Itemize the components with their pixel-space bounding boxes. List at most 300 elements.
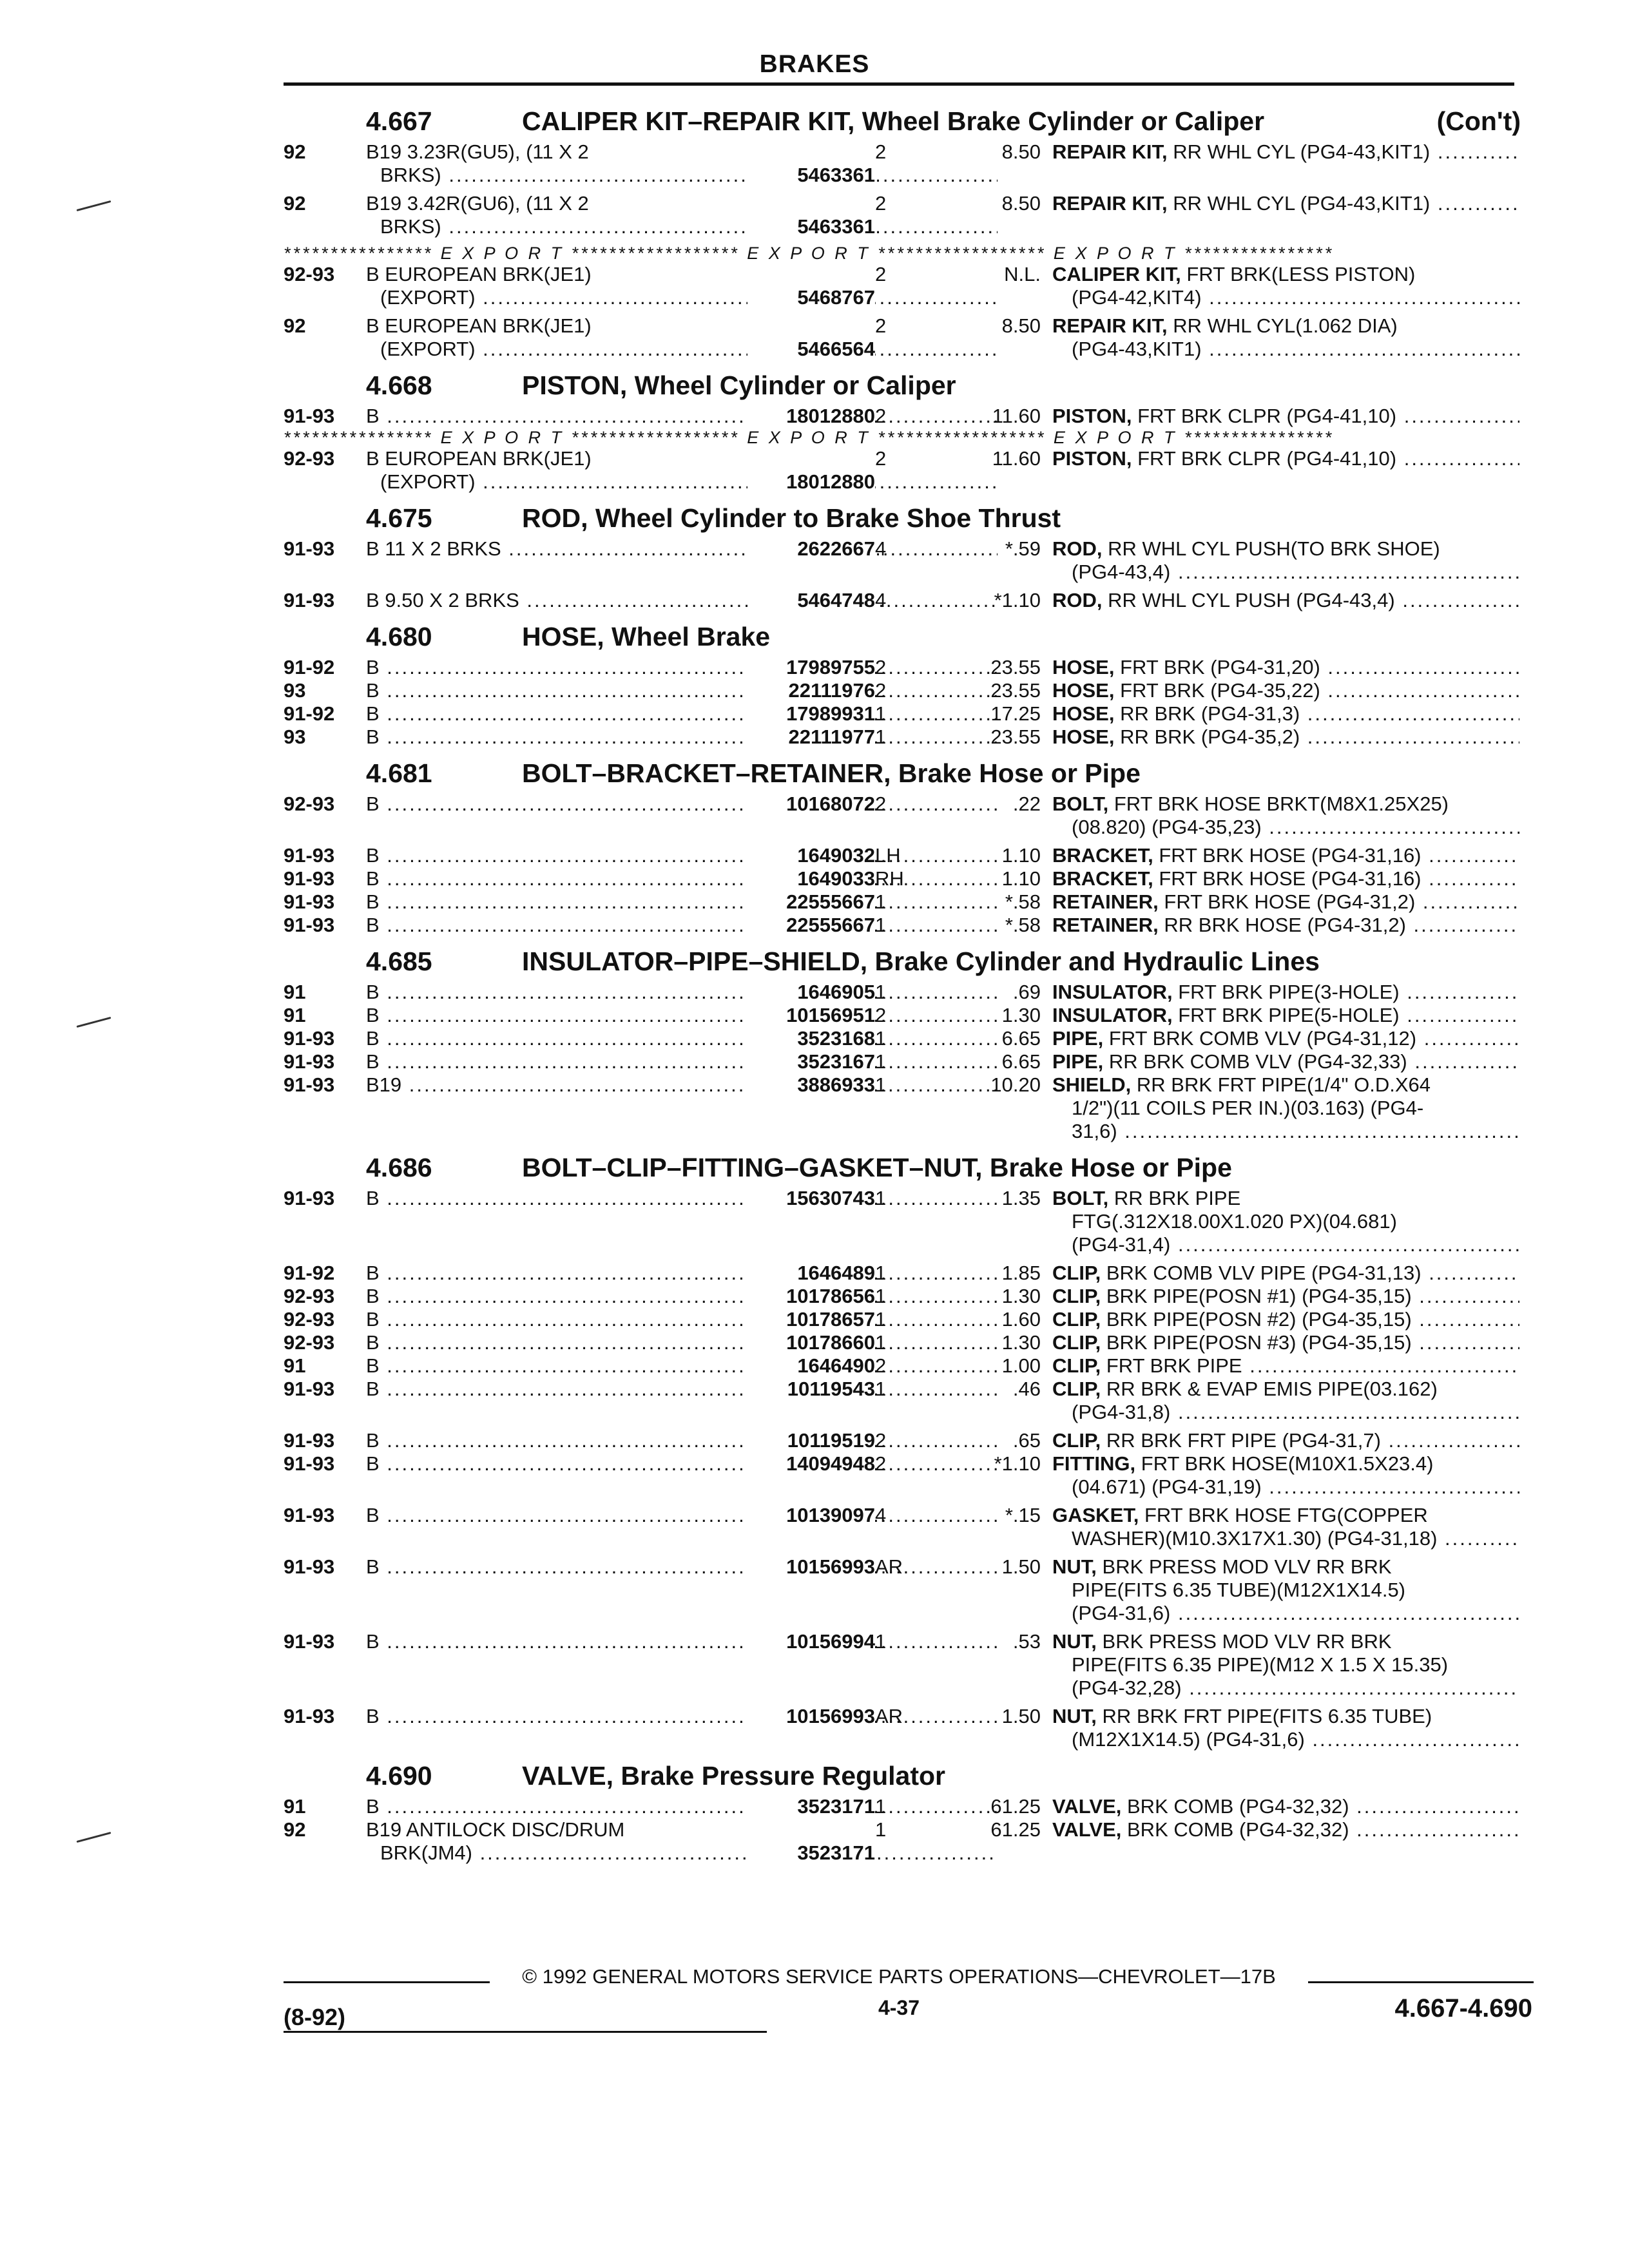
part-row (284, 1630, 1521, 1700)
part-detail: FRT BRK(LESS PISTON) (1186, 263, 1416, 285)
application-line: B ..... (366, 1452, 998, 1475)
model-years: 91 (284, 981, 306, 1003)
part-row (284, 589, 1521, 612)
part-description-line (1052, 1027, 1519, 1050)
quantity: 2 (875, 656, 887, 678)
part-description-line (1052, 1331, 1519, 1354)
part-row (284, 1331, 1521, 1354)
model-years: 91-93 (284, 1630, 335, 1653)
part-description-line (1052, 1378, 1519, 1401)
quantity: 2 (875, 314, 887, 337)
quantity: 1 (875, 1308, 887, 1331)
part-name: PISTON, (1052, 405, 1132, 427)
part-description (1052, 867, 1519, 890)
part-number: 10178657 (747, 1308, 875, 1331)
price: 23.55 (990, 656, 1041, 678)
part-number: 3523171 (747, 1841, 875, 1865)
application-line: B ..... (366, 702, 998, 726)
part-description (1052, 1308, 1519, 1331)
part-description (1052, 314, 1519, 361)
part-number: 2622667 (747, 537, 875, 561)
section-header (284, 1148, 1521, 1187)
page-number: 4-37 (878, 1996, 920, 2019)
quantity: 1 (875, 1262, 887, 1284)
application-line: B ..... (366, 1308, 998, 1331)
part-name: INSULATOR, (1052, 981, 1173, 1003)
part-description-line (1052, 537, 1519, 561)
part-detail: FRT BRK HOSE FTG(COPPER (1144, 1504, 1428, 1526)
price: 17.25 (990, 702, 1041, 725)
part-description-line (1052, 1004, 1519, 1027)
part-name: BOLT, (1052, 1187, 1109, 1209)
part-row (284, 1378, 1521, 1424)
price: 1.00 (1001, 1354, 1041, 1377)
application-line: B19 3.23R(GU5), (11 X 2 (366, 140, 589, 163)
model-years: 91 (284, 1795, 306, 1818)
part-row (284, 1504, 1521, 1550)
part-number: 1649032 (747, 844, 875, 867)
part-name: SHIELD, (1052, 1073, 1132, 1096)
part-number: 3523171 (747, 1795, 875, 1818)
quantity: 2 (875, 405, 887, 427)
quantity: 1 (875, 1285, 887, 1307)
quantity: 2 (875, 793, 887, 815)
part-description (1052, 263, 1519, 309)
part-number: 15630743 (747, 1187, 875, 1210)
part-description-line: (PG4-43,4) ..... (1052, 561, 1519, 584)
quantity: 1 (875, 914, 887, 936)
part-detail: FRT BRK HOSE (PG4-31,2) (1164, 890, 1416, 913)
part-description (1052, 447, 1519, 470)
model-years: 92-93 (284, 1308, 335, 1331)
part-name: NUT, (1052, 1630, 1097, 1653)
quantity: 2 (875, 1004, 887, 1026)
export-divider: **************** E X P O R T ****************** E X P O R T ****************** E X P O R T **************** (284, 244, 1335, 263)
part-name: INSULATOR, (1052, 1004, 1173, 1026)
part-description-line (1052, 140, 1519, 164)
price: 1.30 (1001, 1285, 1041, 1307)
quantity: RH (875, 867, 904, 890)
application-line: B ..... (366, 793, 998, 816)
application-line: B ..... (366, 1262, 998, 1285)
price: *1.10 (994, 589, 1041, 611)
application-line: B ..... (366, 981, 998, 1004)
application-line: B ..... (366, 914, 998, 937)
part-description (1052, 140, 1519, 164)
price: 1.10 (1001, 867, 1041, 890)
part-detail: BRK PIPE(POSN #2) (PG4-35,15) (1106, 1308, 1412, 1331)
quantity: 1 (875, 1331, 887, 1354)
part-description-line: FTG(.312X18.00X1.020 PX)(04.681) (1072, 1210, 1397, 1233)
model-years: 91-93 (284, 890, 335, 913)
model-years: 91-93 (284, 1073, 335, 1096)
quantity: 2 (875, 1429, 887, 1452)
quantity: 1 (875, 1073, 887, 1096)
section-number: 4.680 (366, 622, 432, 651)
part-description (1052, 192, 1519, 215)
part-description-line: (PG4-32,28) ..... (1052, 1677, 1519, 1700)
model-years: 93 (284, 726, 306, 748)
model-years: 92-93 (284, 1285, 335, 1307)
part-number: 10156994 (747, 1630, 875, 1653)
section-title: ROD, Wheel Cylinder to Brake Shoe Thrust (522, 503, 1061, 533)
price: 1.30 (1001, 1004, 1041, 1026)
part-number: 3523168 (747, 1027, 875, 1050)
part-number: 14094948 (747, 1452, 875, 1475)
part-name: REPAIR KIT, (1052, 192, 1168, 215)
section-number: 4.681 (366, 758, 432, 788)
application-line: B ..... (366, 1630, 998, 1653)
part-row (284, 1795, 1521, 1818)
part-description (1052, 1705, 1519, 1751)
footer-rule (284, 1981, 490, 1983)
price: 1.60 (1001, 1308, 1041, 1331)
application-line: B19 3.42R(GU6), (11 X 2 (366, 192, 589, 215)
application-line: B19 ..... (366, 1073, 998, 1097)
part-description (1052, 1331, 1519, 1354)
model-years: 92 (284, 192, 306, 215)
part-number: 10119519 (747, 1429, 875, 1452)
part-name: CALIPER KIT, (1052, 263, 1181, 285)
part-number: 1649033 (747, 867, 875, 890)
part-number: 10119543 (747, 1378, 875, 1401)
part-row (284, 1705, 1521, 1751)
application-line: (EXPORT) ..... (366, 286, 998, 309)
model-years: 91-93 (284, 1452, 335, 1475)
part-detail: RR BRK HOSE (PG4-31,2) (1164, 914, 1406, 936)
part-description (1052, 1630, 1519, 1700)
part-description-line (1052, 1073, 1519, 1097)
part-detail: RR WHL CYL PUSH(TO BRK SHOE) (1108, 537, 1440, 560)
part-detail: BRK COMB VLV PIPE (PG4-31,13) (1106, 1262, 1422, 1284)
part-name: REPAIR KIT, (1052, 140, 1168, 163)
part-number: 22111976 (747, 679, 875, 702)
part-detail: RR BRK (PG4-35,2) (1120, 726, 1300, 748)
part-description-line (1052, 1354, 1519, 1378)
part-description-line (1052, 656, 1519, 679)
part-row (284, 1354, 1521, 1378)
application-line: B EUROPEAN BRK(JE1) (366, 447, 592, 470)
price: 8.50 (1001, 314, 1041, 337)
application-line: (EXPORT) ..... (366, 338, 998, 361)
part-description (1052, 1050, 1519, 1073)
part-number: 10178656 (747, 1285, 875, 1308)
price: .46 (1012, 1378, 1041, 1400)
part-description-line: PIPE(FITS 6.35 TUBE)(M12X1X14.5) (1072, 1579, 1406, 1601)
quantity: 1 (875, 1378, 887, 1400)
section-number: 4.668 (366, 370, 432, 400)
part-description-line (1052, 890, 1519, 914)
model-years: 91-93 (284, 1705, 335, 1727)
scan-mark (77, 200, 111, 211)
application-line: B ..... (366, 844, 998, 867)
part-description (1052, 589, 1519, 612)
section-number: 4.685 (366, 947, 432, 976)
application-line: B ..... (366, 1705, 998, 1728)
part-name: HOSE, (1052, 656, 1115, 678)
revision-date: (8-92) (284, 2004, 346, 2030)
part-detail: FRT BRK CLPR (PG4-41,10) (1137, 405, 1397, 427)
part-description-line (1052, 447, 1519, 470)
application-line: B ..... (366, 1504, 998, 1527)
part-description-line (1052, 192, 1519, 215)
price: *.58 (1005, 890, 1041, 913)
part-detail: BRK PIPE(POSN #3) (PG4-35,15) (1106, 1331, 1412, 1354)
part-name: CLIP, (1052, 1378, 1101, 1400)
part-number: 5466564 (747, 338, 875, 361)
quantity: 1 (875, 890, 887, 913)
price: 8.50 (1001, 192, 1041, 215)
part-row (284, 314, 1521, 361)
part-description-line: (PG4-31,6) ..... (1052, 1602, 1519, 1625)
model-years: 91-93 (284, 844, 335, 867)
part-detail: FRT BRK HOSE(M10X1.5X23.4) (1141, 1452, 1434, 1475)
part-name: PISTON, (1052, 447, 1132, 470)
part-description-line: (PG4-31,8) ..... (1052, 1401, 1519, 1424)
price: .22 (1012, 793, 1041, 815)
part-number: 10156951 (747, 1004, 875, 1027)
section-title: VALVE, Brake Pressure Regulator (522, 1761, 946, 1791)
part-detail: FRT BRK CLPR (PG4-41,10) (1137, 447, 1397, 470)
model-years: 91-93 (284, 405, 335, 427)
quantity: LH (875, 844, 901, 867)
part-description-line: WASHER)(M10.3X17X1.30) (PG4-31,18) ..... (1052, 1527, 1519, 1550)
section-title: PISTON, Wheel Cylinder or Caliper (522, 370, 956, 400)
part-number: 10178660 (747, 1331, 875, 1354)
model-years: 91-92 (284, 1262, 335, 1284)
part-description (1052, 1285, 1519, 1308)
part-row (284, 1429, 1521, 1452)
price: 6.65 (1001, 1027, 1041, 1050)
price: 11.60 (992, 447, 1041, 470)
application-line: (EXPORT) ..... (366, 470, 998, 494)
part-description-line (1052, 1050, 1519, 1073)
quantity: 2 (875, 192, 887, 215)
part-description (1052, 890, 1519, 914)
application-line: B ..... (366, 1429, 998, 1452)
part-description-line (1052, 1429, 1519, 1452)
price: .69 (1012, 981, 1041, 1003)
part-description (1052, 1452, 1519, 1499)
quantity: 4 (875, 589, 887, 611)
part-name: HOSE, (1052, 679, 1115, 702)
part-description-line (1052, 726, 1519, 749)
part-number: 3886933 (747, 1073, 875, 1097)
part-detail: RR BRK PIPE (1113, 1187, 1241, 1209)
part-number: 1646489 (747, 1262, 875, 1285)
part-row (284, 263, 1521, 309)
part-description-line: (M12X1X14.5) (PG4-31,6) ..... (1052, 1728, 1519, 1751)
quantity: 2 (875, 263, 887, 285)
quantity: AR (875, 1555, 903, 1578)
quantity: 1 (875, 1027, 887, 1050)
part-description-line: 31,6) ..... (1052, 1120, 1519, 1143)
price: .65 (1012, 1429, 1041, 1452)
part-number: 17989931 (747, 702, 875, 726)
quantity: 4 (875, 1504, 887, 1526)
price: *1.10 (994, 1452, 1041, 1475)
application-line: BRK(JM4) ..... (366, 1841, 998, 1865)
part-description-line (1052, 1705, 1519, 1728)
part-description (1052, 793, 1519, 839)
part-detail: RR WHL CYL PUSH (PG4-43,4) (1108, 589, 1395, 611)
part-number: 22555667 (747, 890, 875, 914)
part-row (284, 1073, 1521, 1143)
page-title: BRAKES (759, 50, 870, 78)
part-description (1052, 405, 1519, 428)
quantity: 1 (875, 981, 887, 1003)
price: 1.35 (1001, 1187, 1041, 1209)
application-line: B ..... (366, 726, 998, 749)
header-rule (284, 82, 1514, 86)
part-row (284, 1027, 1521, 1050)
part-description-line (1052, 914, 1519, 937)
part-description-line (1052, 314, 1519, 338)
part-name: GASKET, (1052, 1504, 1139, 1526)
quantity: 1 (875, 1818, 887, 1841)
model-years: 91-93 (284, 1429, 335, 1452)
part-name: NUT, (1052, 1555, 1097, 1578)
quantity: 1 (875, 702, 887, 725)
footer-copyright: © 1992 GENERAL MOTORS SERVICE PARTS OPERATIONS—CHEVROLET—17B (522, 1965, 1276, 1988)
price: 61.25 (990, 1795, 1041, 1818)
part-description-line (1052, 1504, 1519, 1527)
section-title: CALIPER KIT–REPAIR KIT, Wheel Brake Cylinder or Caliper (522, 106, 1265, 136)
price: 1.85 (1001, 1262, 1041, 1284)
part-description (1052, 726, 1519, 749)
section-number: 4.675 (366, 503, 432, 533)
part-description-line (1052, 263, 1519, 286)
part-detail: FRT BRK HOSE (PG4-31,16) (1159, 844, 1422, 867)
section-number: 4.690 (366, 1761, 432, 1791)
model-years: 92 (284, 314, 306, 337)
part-detail: FRT BRK (PG4-31,20) (1120, 656, 1320, 678)
part-name: VALVE, (1052, 1795, 1122, 1818)
application-line: B19 ANTILOCK DISC/DRUM (366, 1818, 625, 1841)
scan-mark (77, 1832, 111, 1843)
part-row (284, 656, 1521, 679)
part-description-line: (PG4-31,4) ..... (1052, 1233, 1519, 1256)
quantity: 1 (875, 1050, 887, 1073)
part-name: CLIP, (1052, 1262, 1101, 1284)
part-detail: BRK PRESS MOD VLV RR BRK (1102, 1555, 1392, 1578)
part-row (284, 405, 1521, 428)
application-line: B ..... (366, 1795, 998, 1818)
price: .53 (1012, 1630, 1041, 1653)
part-row (284, 844, 1521, 867)
application-line: BRKS) ..... (366, 164, 998, 187)
application-line: B ..... (366, 656, 998, 679)
quantity: 2 (875, 140, 887, 163)
part-row (284, 537, 1521, 584)
part-description (1052, 914, 1519, 937)
part-description (1052, 844, 1519, 867)
part-number: 10156993 (747, 1705, 875, 1728)
part-row (284, 447, 1521, 494)
application-line: B ..... (366, 1004, 998, 1027)
quantity: 4 (875, 537, 887, 560)
section-number: 4.686 (366, 1153, 432, 1182)
parts-list (284, 97, 1521, 1870)
price: 61.25 (990, 1818, 1041, 1841)
part-name: HOSE, (1052, 702, 1115, 725)
model-years: 91-93 (284, 589, 335, 611)
part-row (284, 1285, 1521, 1308)
price: 10.20 (990, 1073, 1041, 1096)
section-header (284, 102, 1521, 140)
part-row (284, 140, 1521, 187)
part-detail: FRT BRK HOSE (PG4-31,16) (1159, 867, 1422, 890)
part-detail: BRK PRESS MOD VLV RR BRK (1102, 1630, 1392, 1653)
section-range: 4.667-4.690 (1394, 1994, 1532, 2023)
part-detail: RR BRK COMB VLV (PG4-32,33) (1108, 1050, 1407, 1073)
section-header (284, 1756, 1521, 1795)
part-name: ROD, (1052, 589, 1103, 611)
part-description (1052, 1027, 1519, 1050)
part-row (284, 1555, 1521, 1625)
part-row (284, 726, 1521, 749)
part-row (284, 981, 1521, 1004)
application-line: B ..... (366, 1354, 998, 1378)
price: 8.50 (1001, 140, 1041, 163)
part-description-line: 1/2")(11 COILS PER IN.)(03.163) (PG4- (1072, 1097, 1424, 1119)
part-description-line (1052, 1285, 1519, 1308)
part-detail: FRT BRK PIPE (1106, 1354, 1242, 1377)
model-years: 91 (284, 1004, 306, 1026)
part-description-line (1052, 1795, 1519, 1818)
part-description-line (1052, 702, 1519, 726)
model-years: 92-93 (284, 793, 335, 815)
part-description (1052, 702, 1519, 726)
part-description-line (1052, 1818, 1519, 1841)
part-description-line (1052, 405, 1519, 428)
quantity: 1 (875, 1630, 887, 1653)
part-detail: RR WHL CYL (PG4-43,KIT1) (1173, 140, 1431, 163)
model-years: 92-93 (284, 1331, 335, 1354)
application-line: B ..... (366, 1555, 998, 1579)
model-years: 91-93 (284, 1504, 335, 1526)
part-number: 22111977 (747, 726, 875, 749)
part-description (1052, 1073, 1519, 1143)
application-line: B ..... (366, 890, 998, 914)
part-description-line (1052, 1262, 1519, 1285)
part-name: BOLT, (1052, 793, 1109, 815)
application-line: B ..... (366, 1050, 998, 1073)
part-description (1052, 1429, 1519, 1452)
price: 6.65 (1001, 1050, 1041, 1073)
application-line: BRKS) ..... (366, 215, 998, 238)
part-row (284, 679, 1521, 702)
part-name: BRACKET, (1052, 844, 1153, 867)
model-years: 91-93 (284, 1027, 335, 1050)
footer-rule (1308, 1981, 1534, 1983)
part-description-line: (08.820) (PG4-35,23) ..... (1052, 816, 1519, 839)
part-detail: RR BRK FRT PIPE(FITS 6.35 TUBE) (1102, 1705, 1432, 1727)
part-detail: BRK COMB (PG4-32,32) (1127, 1795, 1349, 1818)
part-number: 1646490 (747, 1354, 875, 1378)
part-name: ROD, (1052, 537, 1103, 560)
part-name: NUT, (1052, 1705, 1097, 1727)
part-name: BRACKET, (1052, 867, 1153, 890)
part-description-line (1052, 589, 1519, 612)
part-number: 18012880 (747, 405, 875, 428)
part-description-line: (04.671) (PG4-31,19) ..... (1052, 1475, 1519, 1499)
application-line: B ..... (366, 1285, 998, 1308)
part-description (1052, 1004, 1519, 1027)
part-row (284, 1187, 1521, 1256)
scan-mark (77, 1017, 111, 1028)
part-detail: RR WHL CYL(1.062 DIA) (1173, 314, 1398, 337)
